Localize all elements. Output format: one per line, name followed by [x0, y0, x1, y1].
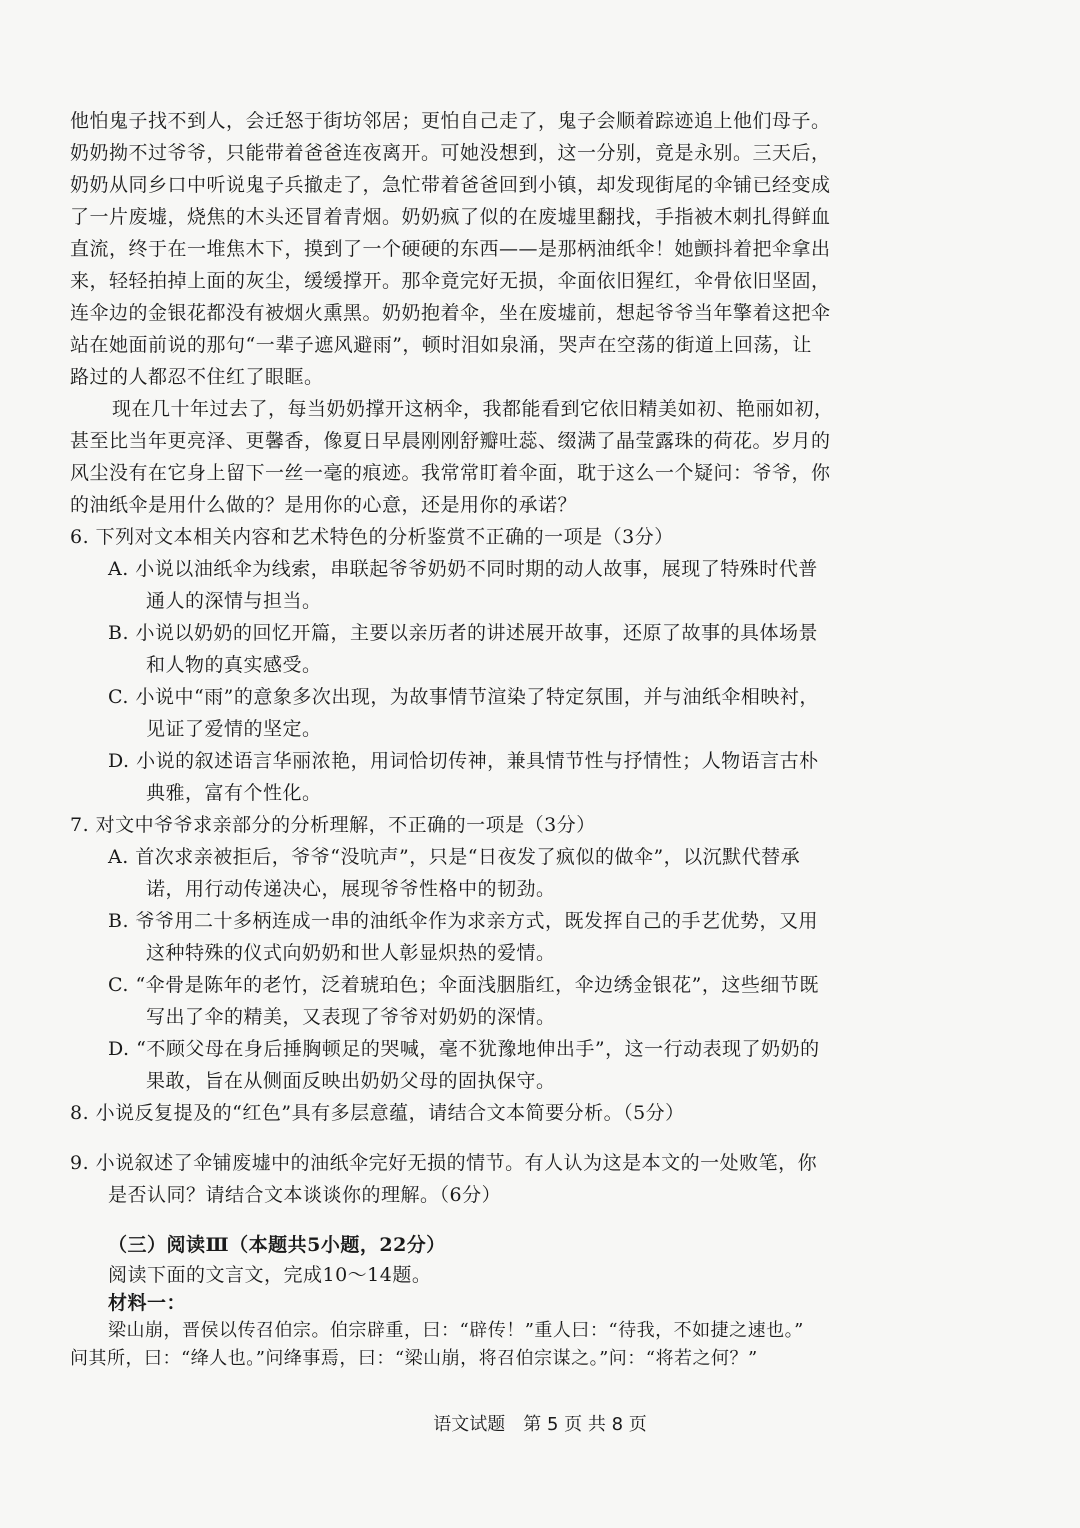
classical-text-line: 梁山崩，晋侯以传召伯宗。伯宗辟重，曰：“辟传！”重人曰：“待我，不如捷之速也。” [108, 1320, 804, 1341]
option-6a: A. 小说以油纸伞为线索，串联起爷爷奶奶不同时期的动人故事，展现了特殊时代普 [108, 558, 818, 580]
section-heading: （三）阅读Ⅲ（本题共5小题，22分） [108, 1234, 446, 1256]
question-7-stem: 7. 对文中爷爷求亲部分的分析理解，不正确的一项是（3分） [70, 814, 596, 836]
option-6c: C. 小说中“雨”的意象多次出现，为故事情节渲染了特定氛围，并与油纸伞相映衬， [108, 686, 819, 708]
passage-line: 奶奶拗不过爷爷，只能带着爸爸连夜离开。可她没想到，这一分别，竟是永别。三天后， [70, 142, 831, 164]
option-7b: B. 爷爷用二十多柄连成一串的油纸伞作为求亲方式，既发挥自己的手艺优势，又用 [108, 910, 819, 932]
option-7d: D. “不顾父母在身后捶胸顿足的哭喊，毫不犹豫地伸出手”，这一行动表现了奶奶的 [108, 1038, 820, 1060]
question-8: 8. 小说反复提及的“红色”具有多层意蕴，请结合文本简要分析。（5分） [70, 1102, 685, 1124]
passage-line: 奶奶从同乡口中听说鬼子兵撤走了，急忙带着爸爸回到小镇，却发现街尾的伞铺已经变成 [70, 174, 831, 196]
option-7c: C. “伞骨是陈年的老竹，泛着琥珀色；伞面浅胭脂红，伞边绣金银花”，这些细节既 [108, 974, 819, 996]
option-7b-cont: 这种特殊的仪式向奶奶和世人彰显炽热的爱情。 [146, 942, 556, 964]
question-6-stem: 6. 下列对文本相关内容和艺术特色的分析鉴赏不正确的一项是（3分） [70, 526, 674, 548]
option-7a-cont: 诺，用行动传递决心，展现爷爷性格中的韧劲。 [146, 878, 556, 900]
question-9: 9. 小说叙述了伞铺废墟中的油纸伞完好无损的情节。有人认为这是本文的一处败笔，你 [70, 1152, 818, 1174]
option-6c-cont: 见证了爱情的坚定。 [146, 718, 322, 740]
passage-line: 的油纸伞是用什么做的？是用你的心意，还是用你的承诺？ [70, 494, 578, 516]
passage-line: 他怕鬼子找不到人，会迁怒于街坊邻居；更怕自己走了，鬼子会顺着踪迹追上他们母子。 [70, 110, 831, 132]
option-6b-cont: 和人物的真实感受。 [146, 654, 322, 676]
option-6d-cont: 典雅，富有个性化。 [146, 782, 322, 804]
passage-line: 了一片废墟，烧焦的木头还冒着青烟。奶奶疯了似的在废墟里翻找，手指被木刺扎得鲜血 [70, 206, 831, 228]
section-instruction: 阅读下面的文言文，完成10～14题。 [108, 1264, 432, 1286]
passage-line: 连伞边的金银花都没有被烟火熏黑。奶奶抱着伞，坐在废墟前，想起爷爷当年擎着这把伞 [70, 302, 831, 324]
passage-line: 路过的人都忍不住红了眼眶。 [70, 366, 324, 388]
option-6b: B. 小说以奶奶的回忆开篇，主要以亲历者的讲述展开故事，还原了故事的具体场景 [108, 622, 819, 644]
passage-line: 甚至比当年更亮泽、更馨香，像夏日早晨刚刚舒瓣吐蕊、缀满了晶莹露珠的荷花。岁月的 [70, 430, 831, 452]
passage-line: 直流，终于在一堆焦木下，摸到了一个硬硬的东西——是那柄油纸伞！她颤抖着把伞拿出 [70, 238, 831, 260]
option-7c-cont: 写出了伞的精美，又表现了爷爷对奶奶的深情。 [146, 1006, 556, 1028]
option-7d-cont: 果敢，旨在从侧面反映出奶奶父母的固执保守。 [146, 1070, 556, 1092]
passage-line: 现在几十年过去了，每当奶奶撑开这柄伞，我都能看到它依旧精美如初、艳丽如初， [112, 398, 834, 420]
material-label: 材料一： [108, 1292, 187, 1314]
option-6d: D. 小说的叙述语言华丽浓艳，用词恰切传神，兼具情节性与抒情性；人物语言古朴 [108, 750, 819, 772]
passage-line: 风尘没有在它身上留下一丝一毫的痕迹。我常常盯着伞面，耽于这么一个疑问：爷爷，你 [70, 462, 831, 484]
option-6a-cont: 通人的深情与担当。 [146, 590, 322, 612]
option-7a: A. 首次求亲被拒后，爷爷“没吭声”，只是“日夜发了疯似的做伞”，以沉默代替承 [108, 846, 801, 868]
classical-text-line: 问其所，曰：“绛人也。”问绛事焉，曰：“梁山崩，将召伯宗谋之。”问：“将若之何？” [70, 1348, 758, 1369]
page-footer: 语文试题 第 5 页 共 8 页 [433, 1414, 647, 1435]
passage-line: 站在她面前说的那句“一辈子遮风避雨”，顿时泪如泉涌，哭声在空荡的街道上回荡，让 [70, 334, 812, 356]
question-9-cont: 是否认同？请结合文本谈谈你的理解。（6分） [108, 1184, 502, 1206]
passage-line: 来，轻轻拍掉上面的灰尘，缓缓撑开。那伞竟完好无损，伞面依旧猩红，伞骨依旧坚固， [70, 270, 831, 292]
